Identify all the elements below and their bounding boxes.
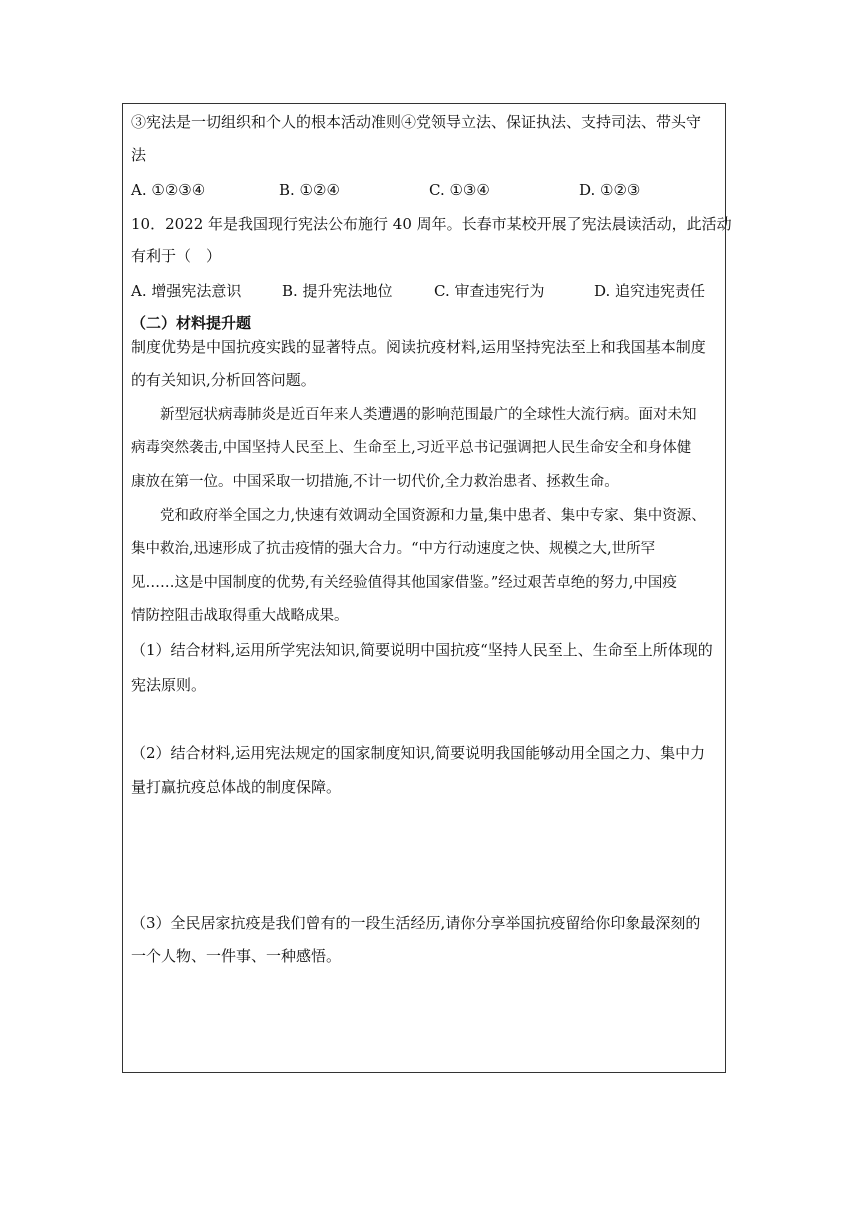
q10-option-d: D. 追究违宪责任 (594, 282, 706, 300)
question-1-line1: （1）结合材料,运用所学宪法知识,简要说明中国抗疫“坚持人民至上、生命至上所体现的 (131, 641, 713, 659)
q10-option-c: C. 审查违宪行为 (434, 282, 545, 300)
passage-p1-line1: 新型冠状病毒肺炎是近百年来人类遭遇的影响范围最广的全球性大流行病。面对未知 (160, 407, 697, 423)
section-heading: （二）材料提升题 (131, 314, 252, 332)
passage-p1-line3: 康放在第一位。中国采取一切措施,不计一切代价,全力救治患者、拯救生命。 (131, 474, 619, 490)
q10-stem-line1: 10．2022 年是我国现行宪法公布施行 40 周年。长春市某校开展了宪法晨读活动，此活动 (131, 215, 732, 233)
q9-option-a: A. ①②③④ (131, 181, 206, 199)
passage-p2-line3: 见……这是中国制度的优势,有关经验值得其他国家借鉴。”经过艰苦卓绝的努力,中国疫 (131, 575, 677, 591)
q9-statement-line1: ③宪法是一切组织和个人的根本活动准则④党领导立法、保证执法、支持司法、带头守 (131, 113, 702, 131)
q9-statement-line2: 法 (131, 146, 147, 164)
question-2-line2: 量打赢抗疫总体战的制度保障。 (131, 778, 342, 796)
question-2-line1: （2）结合材料,运用宪法规定的国家制度知识,简要说明我国能够动用全国之力、集中力 (131, 744, 706, 762)
q10-option-b: B. 提升宪法地位 (282, 282, 393, 300)
section-intro-line2: 的有关知识,分析回答问题。 (131, 371, 316, 389)
section-intro-line1: 制度优势是中国抗疫实践的显著特点。阅读抗疫材料,运用坚持宪法至上和我国基本制度 (131, 338, 706, 356)
question-1-line2: 宪法原则。 (131, 676, 207, 694)
q9-option-d: D. ①②③ (579, 181, 641, 199)
question-3-line1: （3）全民居家抗疫是我们曾有的一段生活经历,请你分享举国抗疫留给你印象最深刻的 (131, 914, 701, 932)
q10-stem-line2: 有利于（ ） (131, 247, 222, 265)
q10-option-a: A. 增强宪法意识 (131, 282, 242, 300)
passage-p2-line2: 集中救治,迅速形成了抗击疫情的强大合力。“中方行动速度之快、规模之大,世所罕 (131, 541, 656, 557)
q9-option-c: C. ①③④ (429, 181, 490, 199)
passage-p2-line1: 党和政府举全国之力,快速有效调动全国资源和力量,集中患者、集中专家、集中资源、 (160, 508, 706, 524)
q9-option-b: B. ①②④ (279, 181, 340, 199)
question-3-line2: 一个人物、一件事、一种感悟。 (131, 947, 342, 965)
passage-p1-line2: 病毒突然袭击,中国坚持人民至上、生命至上,习近平总书记强调把人民生命安全和身体健 (131, 440, 692, 456)
passage-p2-line4: 情防控阻击战取得重大战略成果。 (131, 608, 349, 624)
